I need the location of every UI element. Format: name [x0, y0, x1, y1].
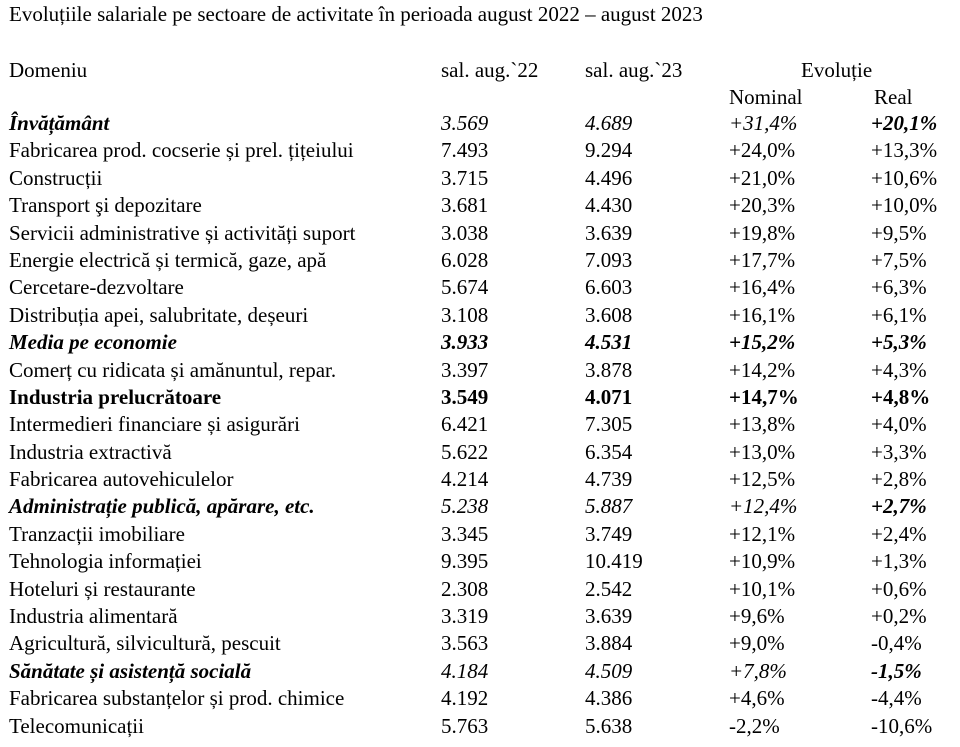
salary-aug-2023: 4.496: [585, 165, 633, 190]
salary-table: [0, 110, 960, 740]
nominal-change: +9,0%: [729, 631, 785, 656]
table-row: [0, 137, 960, 164]
nominal-change: +7,8%: [729, 658, 787, 683]
sector-name: Servicii administrative și activități suport: [9, 220, 356, 245]
table-row: [0, 110, 960, 137]
salary-aug-2023: 2.542: [585, 576, 633, 601]
salary-aug-2023: 9.294: [585, 138, 633, 163]
table-row: [0, 658, 960, 685]
sector-name: Învățământ: [9, 111, 110, 135]
salary-aug-2022: 3.397: [441, 357, 489, 382]
table-row: [0, 384, 960, 411]
nominal-change: +19,8%: [729, 220, 796, 245]
table-row: [0, 603, 960, 630]
real-change: -0,4%: [871, 631, 922, 656]
nominal-change: +20,3%: [729, 193, 796, 218]
nominal-change: +12,4%: [729, 494, 798, 519]
salary-aug-2023: 3.608: [585, 302, 633, 327]
real-change: +5,3%: [871, 330, 927, 355]
nominal-change: +12,5%: [729, 467, 796, 492]
nominal-change: +14,2%: [729, 357, 796, 382]
sector-name: Industria prelucrătoare: [9, 384, 222, 409]
sector-name: Cercetare-dezvoltare: [9, 275, 184, 300]
real-change: +4,3%: [871, 357, 927, 382]
sector-name: Industria extractivă: [9, 439, 172, 464]
salary-aug-2023: 3.749: [585, 521, 633, 546]
table-row: [0, 576, 960, 603]
salary-aug-2023: 4.531: [585, 330, 633, 355]
salary-aug-2022: 3.319: [441, 604, 489, 629]
salary-aug-2022: 3.038: [441, 220, 489, 245]
real-change: +6,1%: [871, 302, 927, 327]
salary-aug-2022: 3.933: [441, 330, 489, 355]
table-row: [0, 713, 960, 740]
nominal-change: +13,8%: [729, 412, 796, 437]
nominal-change: +31,4%: [729, 111, 798, 135]
sector-name: Telecomunicații: [9, 713, 144, 738]
salary-aug-2023: 4.739: [585, 467, 633, 492]
table-row: [0, 165, 960, 192]
nominal-change: -2,2%: [729, 713, 780, 738]
salary-aug-2023: 4.071: [585, 384, 633, 409]
salary-aug-2023: 10.419: [585, 549, 643, 574]
nominal-change: +15,2%: [729, 330, 796, 355]
column-header-nominal: Nominal: [729, 85, 803, 109]
table-row: [0, 466, 960, 493]
sector-name: Sănătate și asistență socială: [9, 658, 252, 683]
table-row: [0, 685, 960, 712]
table-row: [0, 548, 960, 575]
salary-aug-2022: 2.308: [441, 576, 489, 601]
salary-aug-2022: 9.395: [441, 549, 489, 574]
real-change: +10,0%: [871, 193, 938, 218]
salary-aug-2022: 3.549: [441, 384, 489, 409]
sector-name: Fabricarea autovehiculelor: [9, 467, 234, 492]
salary-aug-2023: 7.093: [585, 247, 633, 272]
salary-aug-2023: 5.887: [585, 494, 633, 519]
salary-aug-2022: 5.622: [441, 439, 489, 464]
table-row: [0, 192, 960, 219]
column-header-salary-2022: sal. aug.`22: [441, 58, 539, 82]
table-row: [0, 493, 960, 520]
salary-aug-2023: 3.639: [585, 220, 633, 245]
salary-aug-2022: 3.108: [441, 302, 489, 327]
nominal-change: +16,4%: [729, 275, 796, 300]
real-change: +13,3%: [871, 138, 938, 163]
sector-name: Distribuția apei, salubritate, deșeuri: [9, 302, 309, 327]
real-change: +9,5%: [871, 220, 927, 245]
salary-aug-2022: 4.192: [441, 686, 489, 711]
salary-aug-2022: 3.563: [441, 631, 489, 656]
table-row: [0, 220, 960, 247]
salary-aug-2022: 3.715: [441, 165, 489, 190]
sector-name: Agricultură, silvicultură, pescuit: [9, 631, 281, 656]
salary-aug-2023: 7.305: [585, 412, 633, 437]
salary-aug-2022: 7.493: [441, 138, 489, 163]
salary-aug-2022: 5.674: [441, 275, 489, 300]
nominal-change: +21,0%: [729, 165, 796, 190]
real-change: -4,4%: [871, 686, 922, 711]
page-title: Evoluțiile salariale pe sectoare de activitate în perioada august 2022 – august 2023: [9, 2, 703, 26]
real-change: +10,6%: [871, 165, 938, 190]
table-row: [0, 357, 960, 384]
salary-aug-2023: 3.639: [585, 604, 633, 629]
real-change: +20,1%: [871, 111, 938, 135]
salary-aug-2022: 6.028: [441, 247, 489, 272]
sector-name: Comerț cu ridicata și amănuntul, repar.: [9, 357, 337, 382]
nominal-change: +13,0%: [729, 439, 796, 464]
sector-name: Hoteluri și restaurante: [9, 576, 196, 601]
salary-aug-2023: 4.430: [585, 193, 633, 218]
sector-name: Fabricarea substanțelor și prod. chimice: [9, 686, 345, 711]
real-change: +4,8%: [871, 384, 931, 409]
sector-name: Fabricarea prod. cocserie și prel. țițeiului: [9, 138, 354, 163]
salary-aug-2023: 6.603: [585, 275, 633, 300]
column-header-domain: Domeniu: [9, 58, 88, 82]
salary-aug-2023: 5.638: [585, 713, 633, 738]
sector-name: Media pe economie: [9, 330, 177, 355]
real-change: +0,6%: [871, 576, 927, 601]
salary-aug-2023: 6.354: [585, 439, 633, 464]
salary-aug-2022: 3.681: [441, 193, 489, 218]
salary-aug-2022: 4.184: [441, 658, 489, 683]
real-change: -1,5%: [871, 658, 922, 683]
table-row: [0, 329, 960, 356]
sector-name: Transport şi depozitare: [9, 193, 202, 218]
real-change: +7,5%: [871, 247, 927, 272]
table-row: [0, 439, 960, 466]
real-change: +4,0%: [871, 412, 927, 437]
salary-aug-2022: 6.421: [441, 412, 489, 437]
salary-aug-2022: 5.763: [441, 713, 489, 738]
nominal-change: +24,0%: [729, 138, 796, 163]
salary-aug-2023: 4.509: [585, 658, 633, 683]
nominal-change: +17,7%: [729, 247, 796, 272]
sector-name: Construcții: [9, 165, 103, 190]
nominal-change: +14,7%: [729, 384, 799, 409]
real-change: +2,4%: [871, 521, 927, 546]
salary-aug-2022: 3.569: [441, 111, 489, 135]
table-row: [0, 302, 960, 329]
salary-aug-2023: 3.878: [585, 357, 633, 382]
sector-name: Tranzacții imobiliare: [9, 521, 185, 546]
salary-aug-2023: 3.884: [585, 631, 633, 656]
real-change: +1,3%: [871, 549, 927, 574]
nominal-change: +10,9%: [729, 549, 796, 574]
table-row: [0, 247, 960, 274]
sector-name: Tehnologia informației: [9, 549, 202, 574]
column-header-evolution: Evoluție: [801, 58, 873, 82]
nominal-change: +16,1%: [729, 302, 796, 327]
sector-name: Intermedieri financiare și asigurări: [9, 412, 300, 437]
salary-aug-2023: 4.386: [585, 686, 633, 711]
real-change: +3,3%: [871, 439, 927, 464]
table-row: [0, 630, 960, 657]
real-change: -10,6%: [871, 713, 933, 738]
real-change: +2,8%: [871, 467, 927, 492]
nominal-change: +9,6%: [729, 604, 785, 629]
salary-aug-2022: 5.238: [441, 494, 489, 519]
real-change: +6,3%: [871, 275, 927, 300]
sector-name: Energie electrică și termică, gaze, apă: [9, 247, 327, 272]
nominal-change: +12,1%: [729, 521, 796, 546]
table-row: [0, 521, 960, 548]
column-header-salary-2023: sal. aug.`23: [585, 58, 683, 82]
table-row: [0, 411, 960, 438]
real-change: +2,7%: [871, 494, 927, 519]
real-change: +0,2%: [871, 604, 927, 629]
nominal-change: +10,1%: [729, 576, 796, 601]
nominal-change: +4,6%: [729, 686, 785, 711]
sector-name: Industria alimentară: [9, 604, 178, 629]
salary-aug-2022: 3.345: [441, 521, 489, 546]
salary-aug-2023: 4.689: [585, 111, 633, 135]
table-row: [0, 274, 960, 301]
sector-name: Administrație publică, apărare, etc.: [9, 494, 315, 519]
salary-aug-2022: 4.214: [441, 467, 489, 492]
column-header-real: Real: [874, 85, 913, 109]
